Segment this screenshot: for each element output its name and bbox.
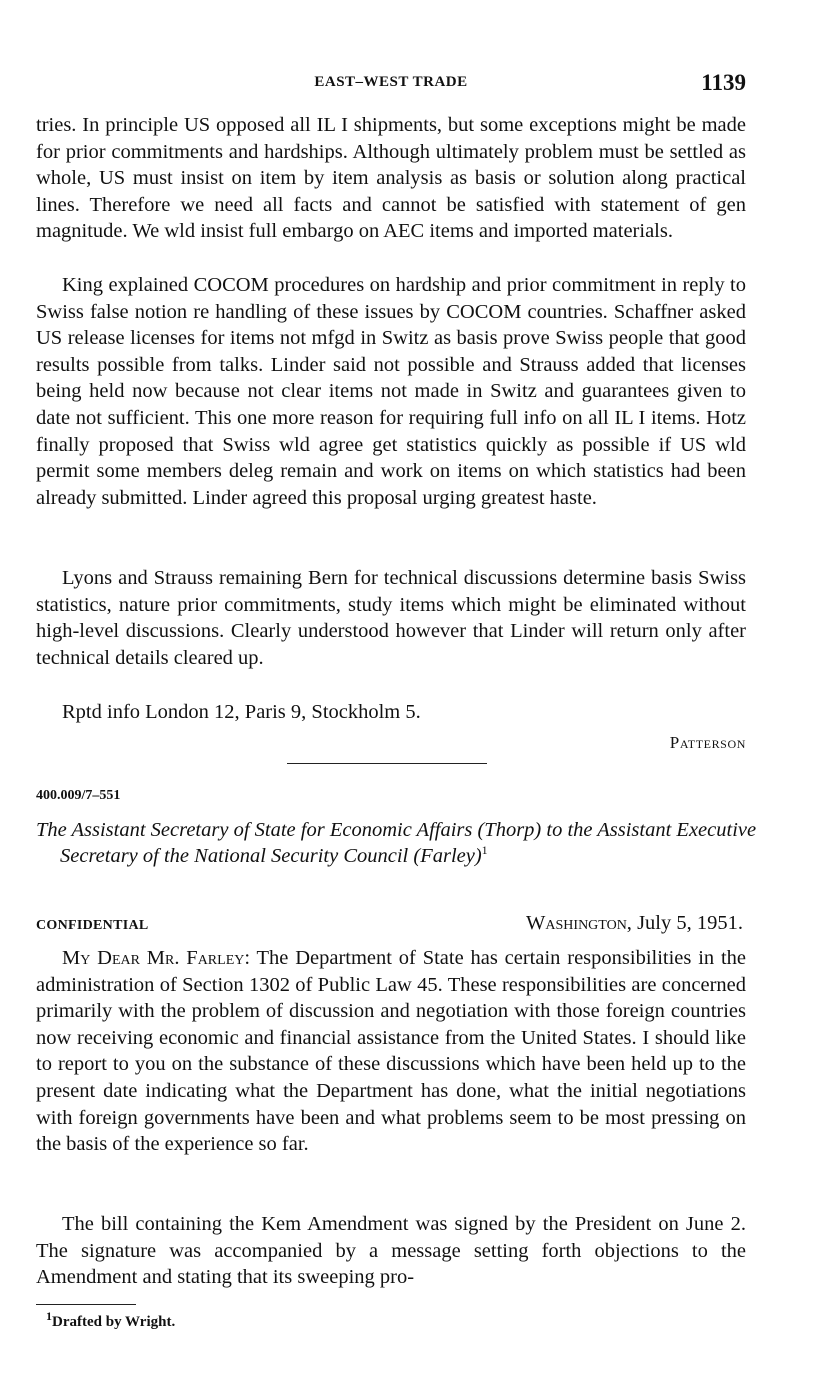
- letter-paragraph-1-body: The Department of State has certain responsibilities in the administration of Section 1302 of Public Law 45. These responsibilities are concerned primarily with the problem of discussion and negotiation with those foreign countries now receiving economic and financial assistance from the United States. I should like to report to you on the substance of these discussions which have been held up to the present date indicating what the Department has done, what the initial negotiations with foreign governments have been and what problems seem to be most pressing on the basis of the experience so far.: [36, 947, 747, 1156]
- footnote-mark: 1: [46, 1309, 52, 1323]
- dateline: [526, 912, 743, 935]
- telegram-paragraph-1: tries. In principle US opposed all IL I shipments, but some exceptions might be made for prior commitments and hardships. Although ultimately problem must be settled as whole, US must insist on item by item analysis as basis or solution along practical lines. Therefore we need all facts and cannot be satisfied with statement of gen magnitude. We wld insist full embargo on AEC items and imported materials.: [36, 114, 746, 243]
- footnote-reference: 1: [481, 843, 488, 858]
- running-title: EAST–WEST TRADE: [314, 74, 468, 90]
- dateline-date: July 5, 1951.: [631, 912, 743, 934]
- document-heading-text: The Assistant Secretary of State for Economic Affairs (Thorp) to the Assistant Executive Secretary of the National Security Council (Farley): [36, 819, 757, 867]
- document-heading: [36, 817, 764, 869]
- footnote-text: Drafted by Wright.: [52, 1314, 176, 1330]
- page-number: 1139: [701, 70, 746, 95]
- dateline-city: Washington,: [526, 912, 632, 934]
- file-reference: 400.009/7–551: [36, 788, 121, 803]
- salutation: My Dear Mr. Farley:: [62, 947, 251, 969]
- footnote-divider: [36, 1304, 136, 1305]
- letter-paragraph-1: [36, 945, 746, 1158]
- footnote: [46, 1309, 176, 1331]
- letter-paragraph-2: The bill containing the Kem Amendment was signed by the President on June 2. The signature was accompanied by a message setting forth objections to the Amendment and stating that its sweeping pro-: [36, 1213, 746, 1289]
- classification-label: CONFIDENTIAL: [36, 918, 149, 933]
- telegram-paragraph-2: King explained COCOM procedures on hardship and prior commitment in reply to Swiss false notion re handling of these issues by COCOM countries. Schaffner asked US release licenses for items not mfgd in Switz as basis prove Swiss people that good results possible from talks. Linder said not possible and Strauss added that licenses being held now because not clear items not made in Switz and guarantees given to date not sufficient. This one more reason for requiring full info on all IL I items. Hotz finally proposed that Swiss wld agree get statistics quickly as possible if US wld permit some members deleg remain and work on items on which statistics had been already submitted. Linder agreed this proposal urging greatest haste.: [36, 274, 746, 509]
- telegram-paragraph-3: Lyons and Strauss remaining Bern for technical discussions determine basis Swiss statistics, nature prior commitments, study items which might be eliminated without high-level discussions. Clearly understood however that Linder will return only after technical details cleared up.: [36, 567, 746, 669]
- signature: Patterson: [669, 733, 746, 752]
- telegram-paragraph-4: Rptd info London 12, Paris 9, Stockholm 5.: [62, 701, 421, 723]
- running-header: [36, 70, 746, 100]
- section-divider: [287, 763, 487, 764]
